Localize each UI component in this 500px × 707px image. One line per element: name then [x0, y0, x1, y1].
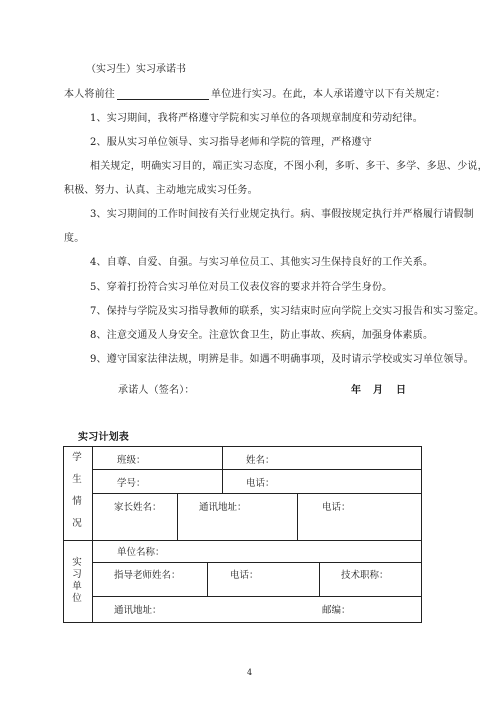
- plan-title: 实习计划表: [78, 432, 129, 443]
- letter-title: （实习生）实习承诺书: [86, 64, 186, 75]
- unit-section-char-4: 位: [72, 593, 82, 604]
- postcode-field[interactable]: 邮编：: [322, 605, 351, 616]
- date-day: 日: [396, 385, 407, 396]
- rule-item-3: 3、实习期间的工作时间按有关行业规定执行。病、事假按规定执行并严格履行请假制: [90, 209, 474, 220]
- date-month: 月: [373, 385, 384, 396]
- student-section-char-1: 学: [72, 452, 82, 463]
- student-section-char-4: 况: [72, 518, 82, 529]
- unit-name-field[interactable]: 单位名称：: [117, 547, 165, 558]
- phone-field[interactable]: 电话：: [246, 478, 275, 489]
- rule-item-9: 9、遵守国家法律法规，明辨是非。如遇不明确事项，及时请示学校或实习单位领导。: [90, 354, 474, 365]
- unit-section-char-1: 实: [72, 557, 82, 568]
- col-divider-parent-a: [177, 493, 178, 540]
- label-column-divider: [92, 446, 93, 623]
- signer-label: 承诺人（签名）：: [118, 385, 195, 396]
- rule-item-2-cont-b: 积极、努力、认真、主动地完成实习任务。: [64, 185, 258, 196]
- row-divider-4: [92, 596, 422, 597]
- rule-item-8: 8、注意交通及人身安全。注意饮食卫生，防止事故、疾病，加强身体素质。: [90, 330, 434, 341]
- mentor-name-field[interactable]: 指导老师姓名：: [114, 570, 181, 581]
- section-divider: [63, 540, 422, 541]
- col-divider-mentor-a: [207, 562, 208, 596]
- student-id-field[interactable]: 学号：: [117, 478, 146, 489]
- rule-item-7: 7、保持与学院及实习指导教师的联系，实习结束时应向学院上交实习报告和实习鉴定。: [90, 306, 485, 317]
- row-divider-3: [92, 562, 422, 563]
- row-divider-2: [92, 493, 422, 494]
- col-divider-mentor-b: [319, 562, 320, 596]
- intro-suffix: 单位进行实习。在此，本人承诺遵守以下有关规定：: [211, 89, 446, 100]
- unit-blank-line: [117, 89, 209, 100]
- letter-intro: [64, 85, 446, 100]
- class-field[interactable]: 班级：: [117, 455, 146, 466]
- col-divider-parent-b: [297, 493, 298, 540]
- intro-prefix: 本人将前往: [64, 89, 115, 100]
- student-section-char-3: 情: [72, 496, 82, 507]
- rule-item-4: 4、自尊、自爱、自强。与实习单位员工、其他实习生保持良好的工作关系。: [90, 257, 434, 268]
- rule-item-3-cont: 度。: [64, 233, 85, 244]
- row-divider-1: [92, 469, 422, 470]
- student-section-char-2: 生: [72, 474, 82, 485]
- rule-item-1: 1、实习期间，我将严格遵守学院和实习单位的各项规章制度和劳动纪律。: [90, 113, 423, 124]
- mentor-title-field[interactable]: 技术职称：: [341, 570, 389, 581]
- rule-item-5: 5、穿着打扮符合实习单位对员工仪表仪容的要求并符合学生身份。: [90, 282, 393, 293]
- unit-section-char-3: 单: [72, 581, 82, 592]
- unit-address-field[interactable]: 通讯地址：: [114, 605, 162, 616]
- unit-section-char-2: 习: [72, 569, 82, 580]
- parent-phone-field[interactable]: 电话：: [322, 502, 351, 513]
- rule-item-2-cont-a: 相关规定，明确实习目的，端正实习态度，不图小利，多听、多干、多学、多思、少说，: [90, 161, 488, 172]
- page-number: 4: [247, 668, 253, 677]
- date-year: 年: [351, 385, 362, 396]
- name-field[interactable]: 姓名：: [246, 455, 275, 466]
- parent-name-field[interactable]: 家长姓名：: [114, 502, 162, 513]
- rule-item-2: 2、服从实习单位领导、实习指导老师和学院的管理，严格遵守: [90, 137, 372, 148]
- col-divider-name: [222, 446, 223, 493]
- address-field[interactable]: 通讯地址：: [199, 502, 247, 513]
- mentor-phone-field[interactable]: 电话：: [230, 570, 259, 581]
